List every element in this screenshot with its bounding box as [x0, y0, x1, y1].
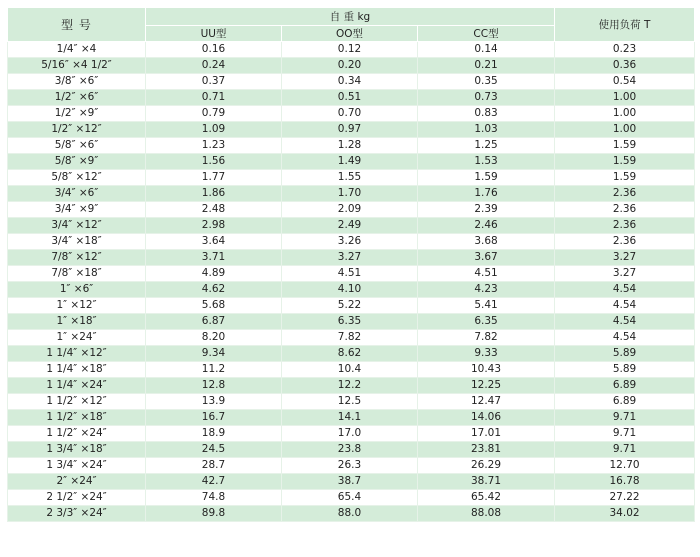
cell-weight-cc: 1.53 [418, 154, 555, 170]
cell-model: 1 1/4″ ×18″ [8, 362, 146, 378]
table-row [8, 490, 695, 506]
cell-load: 34.02 [555, 506, 695, 522]
table-row [8, 314, 695, 330]
cell-model: 3/4″ ×18″ [8, 234, 146, 250]
cell-weight-oo: 7.82 [282, 330, 418, 346]
cell-weight-uu: 1.56 [146, 154, 282, 170]
table-row [8, 442, 695, 458]
cell-weight-oo: 4.51 [282, 266, 418, 282]
header-weight-group: 自 重 kg [146, 8, 555, 26]
table-row [8, 90, 695, 106]
table-header [8, 8, 695, 42]
cell-weight-uu: 8.20 [146, 330, 282, 346]
cell-model: 3/4″ ×6″ [8, 186, 146, 202]
cell-weight-uu: 89.8 [146, 506, 282, 522]
cell-weight-uu: 1.09 [146, 122, 282, 138]
table-row [8, 346, 695, 362]
cell-load: 6.89 [555, 394, 695, 410]
cell-load: 9.71 [555, 410, 695, 426]
table-row [8, 218, 695, 234]
cell-load: 5.89 [555, 362, 695, 378]
cell-weight-oo: 5.22 [282, 298, 418, 314]
cell-weight-uu: 0.37 [146, 74, 282, 90]
cell-weight-uu: 1.86 [146, 186, 282, 202]
cell-weight-cc: 5.41 [418, 298, 555, 314]
cell-load: 5.89 [555, 346, 695, 362]
cell-weight-uu: 74.8 [146, 490, 282, 506]
cell-weight-oo: 88.0 [282, 506, 418, 522]
cell-load: 0.36 [555, 58, 695, 74]
cell-load: 2.36 [555, 186, 695, 202]
cell-weight-oo: 26.3 [282, 458, 418, 474]
cell-weight-cc: 6.35 [418, 314, 555, 330]
cell-model: 3/8″ ×6″ [8, 74, 146, 90]
cell-model: 1 1/4″ ×12″ [8, 346, 146, 362]
cell-weight-cc: 23.81 [418, 442, 555, 458]
cell-model: 1/2″ ×12″ [8, 122, 146, 138]
cell-weight-uu: 9.34 [146, 346, 282, 362]
cell-model: 5/16″ ×4 1/2″ [8, 58, 146, 74]
cell-model: 2″ ×24″ [8, 474, 146, 490]
cell-weight-cc: 0.35 [418, 74, 555, 90]
cell-weight-uu: 13.9 [146, 394, 282, 410]
cell-model: 5/8″ ×6″ [8, 138, 146, 154]
table-row [8, 394, 695, 410]
cell-weight-uu: 0.24 [146, 58, 282, 74]
cell-weight-cc: 0.83 [418, 106, 555, 122]
cell-weight-oo: 2.09 [282, 202, 418, 218]
cell-weight-uu: 18.9 [146, 426, 282, 442]
cell-model: 1″ ×12″ [8, 298, 146, 314]
cell-load: 1.00 [555, 122, 695, 138]
cell-weight-cc: 12.47 [418, 394, 555, 410]
spec-table-container [7, 7, 694, 522]
cell-model: 5/8″ ×12″ [8, 170, 146, 186]
cell-model: 7/8″ ×12″ [8, 250, 146, 266]
cell-model: 7/8″ ×18″ [8, 266, 146, 282]
cell-load: 6.89 [555, 378, 695, 394]
cell-weight-uu: 2.98 [146, 218, 282, 234]
cell-weight-oo: 12.2 [282, 378, 418, 394]
table-row [8, 58, 695, 74]
cell-weight-cc: 1.59 [418, 170, 555, 186]
cell-weight-cc: 7.82 [418, 330, 555, 346]
cell-weight-cc: 26.29 [418, 458, 555, 474]
table-row [8, 362, 695, 378]
cell-load: 12.70 [555, 458, 695, 474]
cell-load: 1.59 [555, 170, 695, 186]
cell-weight-uu: 4.62 [146, 282, 282, 298]
cell-weight-oo: 0.97 [282, 122, 418, 138]
cell-weight-oo: 23.8 [282, 442, 418, 458]
table-row [8, 458, 695, 474]
cell-weight-cc: 2.39 [418, 202, 555, 218]
table-row [8, 122, 695, 138]
cell-load: 2.36 [555, 234, 695, 250]
cell-model: 3/4″ ×12″ [8, 218, 146, 234]
cell-weight-oo: 0.34 [282, 74, 418, 90]
cell-model: 1 1/2″ ×24″ [8, 426, 146, 442]
cell-load: 4.54 [555, 330, 695, 346]
cell-weight-oo: 0.70 [282, 106, 418, 122]
table-row [8, 106, 695, 122]
cell-weight-oo: 1.28 [282, 138, 418, 154]
cell-model: 3/4″ ×9″ [8, 202, 146, 218]
cell-weight-cc: 2.46 [418, 218, 555, 234]
cell-weight-uu: 16.7 [146, 410, 282, 426]
cell-weight-uu: 42.7 [146, 474, 282, 490]
cell-model: 1 3/4″ ×24″ [8, 458, 146, 474]
cell-model: 1 3/4″ ×18″ [8, 442, 146, 458]
cell-load: 1.00 [555, 106, 695, 122]
cell-weight-cc: 0.21 [418, 58, 555, 74]
cell-weight-oo: 4.10 [282, 282, 418, 298]
cell-weight-uu: 24.5 [146, 442, 282, 458]
cell-load: 9.71 [555, 426, 695, 442]
cell-model: 1/2″ ×6″ [8, 90, 146, 106]
table-row [8, 138, 695, 154]
cell-weight-uu: 28.7 [146, 458, 282, 474]
cell-weight-oo: 0.20 [282, 58, 418, 74]
cell-model: 1 1/4″ ×24″ [8, 378, 146, 394]
cell-weight-uu: 5.68 [146, 298, 282, 314]
table-row [8, 186, 695, 202]
table-row [8, 474, 695, 490]
cell-weight-oo: 1.55 [282, 170, 418, 186]
cell-load: 0.54 [555, 74, 695, 90]
cell-load: 2.36 [555, 202, 695, 218]
cell-model: 2 3/3″ ×24″ [8, 506, 146, 522]
cell-weight-cc: 88.08 [418, 506, 555, 522]
cell-weight-uu: 0.79 [146, 106, 282, 122]
cell-model: 1″ ×6″ [8, 282, 146, 298]
cell-weight-oo: 14.1 [282, 410, 418, 426]
table-row [8, 74, 695, 90]
cell-weight-uu: 1.23 [146, 138, 282, 154]
cell-weight-cc: 12.25 [418, 378, 555, 394]
cell-weight-oo: 3.26 [282, 234, 418, 250]
cell-weight-cc: 3.67 [418, 250, 555, 266]
cell-model: 1″ ×18″ [8, 314, 146, 330]
table-row [8, 250, 695, 266]
cell-model: 1 1/2″ ×12″ [8, 394, 146, 410]
table-row [8, 426, 695, 442]
cell-load: 0.23 [555, 42, 695, 58]
cell-weight-oo: 2.49 [282, 218, 418, 234]
cell-weight-cc: 38.71 [418, 474, 555, 490]
cell-load: 3.27 [555, 250, 695, 266]
cell-weight-cc: 14.06 [418, 410, 555, 426]
cell-weight-oo: 8.62 [282, 346, 418, 362]
cell-model: 5/8″ ×9″ [8, 154, 146, 170]
cell-weight-oo: 17.0 [282, 426, 418, 442]
cell-model: 1/4″ ×4 [8, 42, 146, 58]
cell-weight-cc: 1.25 [418, 138, 555, 154]
cell-weight-oo: 10.4 [282, 362, 418, 378]
header-model: 型 号 [8, 8, 146, 42]
table-row [8, 330, 695, 346]
table-row [8, 506, 695, 522]
cell-model: 2 1/2″ ×24″ [8, 490, 146, 506]
table-row [8, 202, 695, 218]
cell-weight-cc: 10.43 [418, 362, 555, 378]
header-uu: UU型 [146, 26, 282, 42]
cell-weight-oo: 6.35 [282, 314, 418, 330]
cell-weight-uu: 4.89 [146, 266, 282, 282]
cell-weight-cc: 17.01 [418, 426, 555, 442]
cell-load: 4.54 [555, 314, 695, 330]
cell-model: 1″ ×24″ [8, 330, 146, 346]
cell-weight-uu: 12.8 [146, 378, 282, 394]
cell-weight-uu: 2.48 [146, 202, 282, 218]
table-row [8, 282, 695, 298]
cell-weight-cc: 9.33 [418, 346, 555, 362]
cell-load: 4.54 [555, 298, 695, 314]
table-row [8, 42, 695, 58]
cell-load: 3.27 [555, 266, 695, 282]
cell-weight-cc: 1.03 [418, 122, 555, 138]
cell-load: 1.59 [555, 138, 695, 154]
cell-weight-uu: 1.77 [146, 170, 282, 186]
cell-weight-oo: 38.7 [282, 474, 418, 490]
cell-load: 2.36 [555, 218, 695, 234]
table-row [8, 410, 695, 426]
cell-weight-uu: 0.16 [146, 42, 282, 58]
cell-load: 27.22 [555, 490, 695, 506]
cell-weight-uu: 3.71 [146, 250, 282, 266]
cell-weight-cc: 4.51 [418, 266, 555, 282]
cell-weight-oo: 65.4 [282, 490, 418, 506]
cell-weight-oo: 1.70 [282, 186, 418, 202]
cell-weight-uu: 6.87 [146, 314, 282, 330]
cell-weight-cc: 3.68 [418, 234, 555, 250]
cell-weight-oo: 12.5 [282, 394, 418, 410]
header-cc: CC型 [418, 26, 555, 42]
cell-weight-oo: 1.49 [282, 154, 418, 170]
cell-load: 9.71 [555, 442, 695, 458]
cell-weight-oo: 0.51 [282, 90, 418, 106]
cell-model: 1 1/2″ ×18″ [8, 410, 146, 426]
cell-weight-oo: 3.27 [282, 250, 418, 266]
cell-weight-cc: 4.23 [418, 282, 555, 298]
table-row [8, 266, 695, 282]
cell-model: 1/2″ ×9″ [8, 106, 146, 122]
table-body [8, 42, 695, 522]
cell-weight-cc: 1.76 [418, 186, 555, 202]
table-row [8, 170, 695, 186]
cell-weight-uu: 3.64 [146, 234, 282, 250]
cell-weight-oo: 0.12 [282, 42, 418, 58]
cell-load: 1.59 [555, 154, 695, 170]
table-row [8, 154, 695, 170]
table-row [8, 234, 695, 250]
cell-load: 16.78 [555, 474, 695, 490]
cell-load: 4.54 [555, 282, 695, 298]
header-oo: OO型 [282, 26, 418, 42]
cell-weight-cc: 0.73 [418, 90, 555, 106]
cell-weight-uu: 0.71 [146, 90, 282, 106]
spec-table [7, 7, 695, 522]
cell-load: 1.00 [555, 90, 695, 106]
table-row [8, 378, 695, 394]
cell-weight-cc: 65.42 [418, 490, 555, 506]
table-row [8, 298, 695, 314]
cell-weight-cc: 0.14 [418, 42, 555, 58]
cell-weight-uu: 11.2 [146, 362, 282, 378]
header-load: 使用负荷 T [555, 8, 695, 42]
